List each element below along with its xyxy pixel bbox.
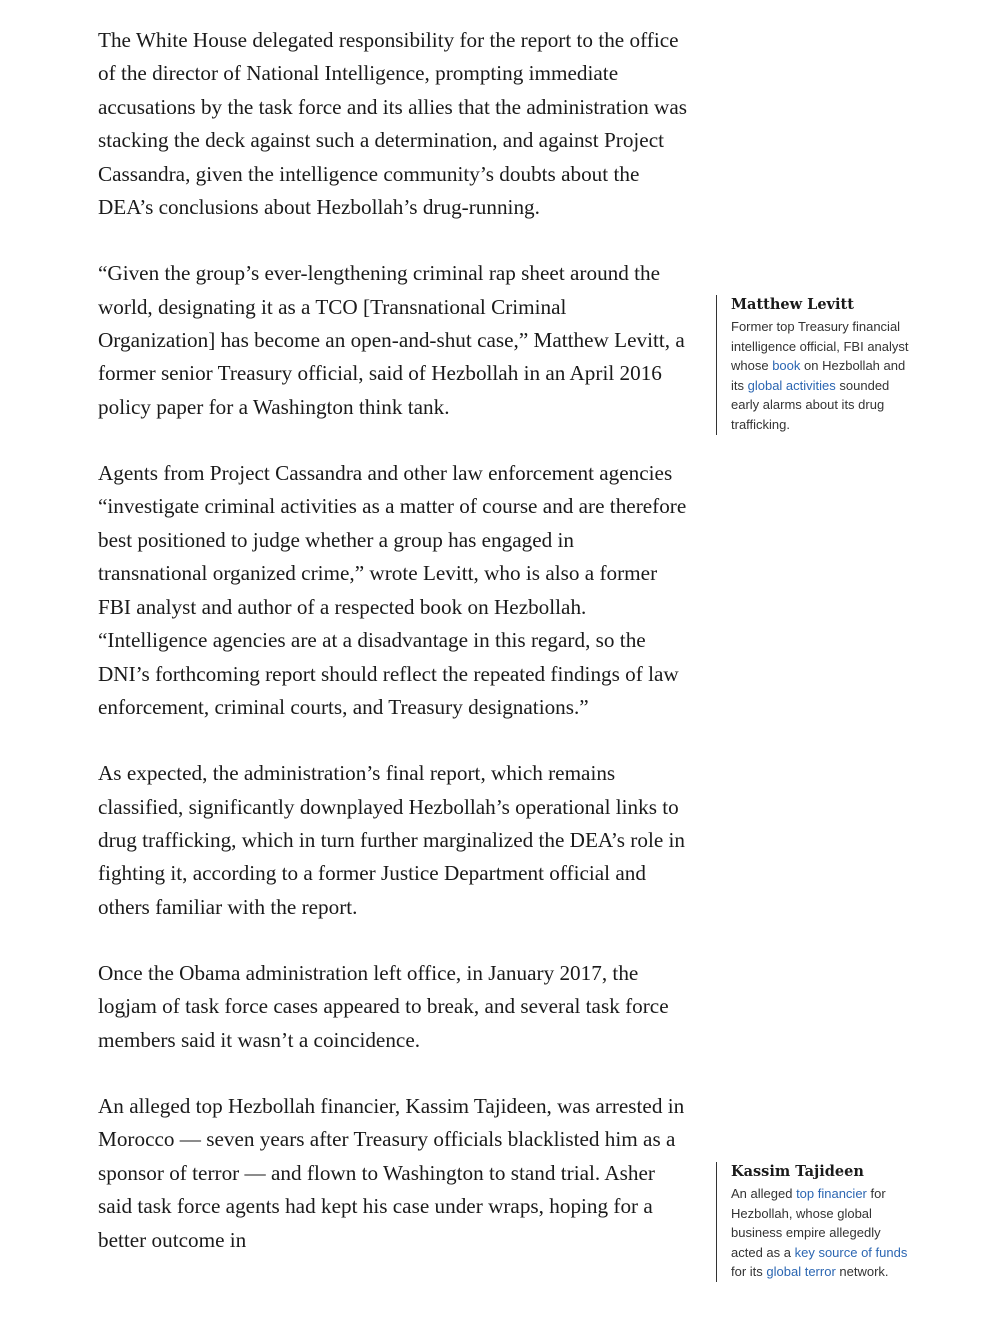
- sidenote-text: on Hezbollah and its: [731, 358, 906, 393]
- sidenote-text: Former top Treasury financial intelligence official, FBI analyst whose: [731, 319, 909, 374]
- sidenote-text: for Hezbollah, whose global business empire allegedly acted as a: [731, 1186, 886, 1260]
- sidenote-text: for its: [731, 1264, 767, 1280]
- article-paragraph: Once the Obama administration left office, in January 2017, the logjam of task force cases appeared to break, and several task force members said it wasn’t a coincidence.: [98, 960, 669, 1052]
- article-paragraph: “Given the group’s ever-lengthening criminal rap sheet around the world, designating it as a TCO [Transnational Criminal Organization] has become an open-and-shut case,” Matthew Levitt, a former senior Treasury official, said of Hezbollah in an April 2016 policy paper for a Washington think tank.: [98, 261, 685, 419]
- sidenote-description: [731, 317, 909, 435]
- sidenote-kassim-tajideen: [716, 1162, 909, 1282]
- article-paragraph: The White House delegated responsibility for the report to the office of the director of National Intelligence, prompting immediate accusations by the task force and its allies that the administration was stacking the deck against such a determination, and against Project Cassandra, given the intelligence community’s doubts about the DEA’s conclusions about Hezbollah’s drug-running.: [98, 28, 687, 220]
- sidenote-name: Matthew Levitt: [731, 296, 854, 313]
- global-activities-link[interactable]: global activities: [747, 377, 836, 393]
- sidenote-text: network.: [835, 1264, 889, 1280]
- sidenote-description: [731, 1184, 909, 1282]
- article-paragraph: As expected, the administration’s final report, which remains classified, significantly downplayed Hezbollah’s operational links to drug trafficking, which in turn further marginalized the DEA’s role in fighting it, according to a former Justice Department official and others familiar with the report.: [98, 761, 686, 919]
- sidenote-text: An alleged: [731, 1186, 797, 1201]
- sidenote-matthew-levitt: [716, 295, 909, 435]
- global-terror-link[interactable]: global terror: [766, 1264, 836, 1280]
- sidenote-text: sounded early alarms about its drug trafficking.: [731, 377, 890, 432]
- article-paragraph: Agents from Project Cassandra and other law enforcement agencies “investigate criminal activities as a matter of course and are therefore best positioned to judge whether a group has engaged in transnational organized crime,” wrote Levitt, who is also a former FBI analyst and author of a respected book on Hezbollah. “Intelligence agencies are at a disadvantage in this regard, so the DNI’s forthcoming report should reflect the repeated findings of law enforcement, criminal courts, and Treasury designations.”: [98, 461, 687, 719]
- top-financier-link[interactable]: top financier: [796, 1186, 867, 1201]
- key-source-of-funds-link[interactable]: key source of funds: [794, 1244, 908, 1260]
- article-body: [98, 24, 688, 1290]
- book-link[interactable]: book: [772, 358, 801, 374]
- sidenote-name: Kassim Tajideen: [731, 1163, 864, 1180]
- article-paragraph: An alleged top Hezbollah financier, Kassim Tajideen, was arrested in Morocco — seven years after Treasury officials blacklisted him as a sponsor of terror — and flown to Washington to stand trial. Asher said task force agents had kept his case under wraps, hoping for a better outcome in: [98, 1093, 685, 1252]
